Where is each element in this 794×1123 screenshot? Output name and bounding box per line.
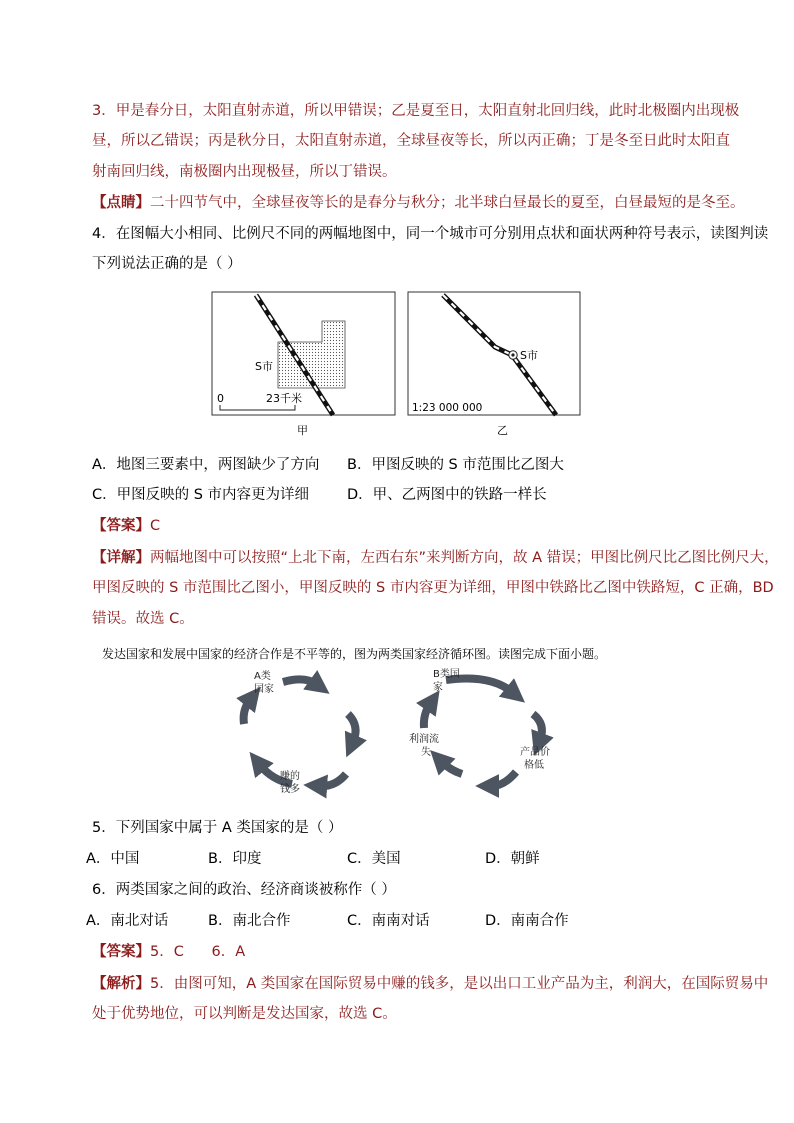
- q6-stem: 6．两类国家之间的政治、经济商谈被称作（ ）: [92, 882, 396, 898]
- cycle-a-label-bottom-2: 钱多: [280, 784, 300, 795]
- cycle-b-arrow-bottom-left: [442, 762, 462, 774]
- q56-analysis-tag: 【解析】: [92, 976, 150, 992]
- q4-maps-figure: [200, 285, 600, 440]
- map-yi-caption: 乙: [497, 424, 508, 437]
- q4-detail-line-3: 错误。故选 C。: [92, 611, 194, 627]
- map-yi-city-label: S市: [520, 349, 538, 362]
- dianjing-text: 二十四节气中，全球昼夜等长的是春分与秋分；北半球白昼最长的夏至，白昼最短的是冬至。: [150, 195, 745, 211]
- q6-option-c: C．南南对话: [347, 913, 430, 929]
- map-jia: [212, 292, 395, 437]
- cycle-a-label-top-1: A类: [254, 671, 271, 682]
- q4-detail-line-1: [92, 548, 779, 568]
- q4-answer-value: C: [150, 518, 161, 534]
- cycle-a-arrow-right: [348, 714, 356, 742]
- q56-analysis-text-1: 5．由图可知，A 类国家在国际贸易中赚的钱多，是以出口工业产品为主，利润大，在国际贸易中: [150, 976, 769, 992]
- q4-answer: [92, 516, 160, 536]
- map-jia-scale-text: 23千米: [266, 392, 302, 405]
- q4-option-c: C．甲图反映的 S 市内容更为详细: [92, 487, 310, 503]
- q4-option-b: B．甲图反映的 S 市范围比乙图大: [347, 457, 564, 473]
- cycle-intro-text: 发达国家和发展中国家的经济合作是不平等的，图为两类国家经济循环图。读图完成下面小题。: [102, 647, 607, 661]
- q4-option-a: A．地图三要素中，两图缺少了方向: [92, 457, 320, 473]
- q6-option-a: A．南北对话: [86, 913, 169, 929]
- q56-answer: [92, 942, 245, 962]
- cycle-b-label-top-2: 家: [433, 682, 443, 693]
- cycle-b-label-left-1: 利润流: [409, 734, 439, 745]
- cycle-b-label-right-1: 产品价: [520, 747, 550, 758]
- q4-detail-text-1: 两幅地图中可以按照“上北下南，左西右东”来判断方向，故 A 错误；甲图比例尺比乙图比例尺大，: [150, 550, 779, 566]
- q6-option-b: B．南北合作: [208, 913, 291, 929]
- economic-cycle-figure: [220, 662, 560, 802]
- q4-answer-tag: 【答案】: [92, 518, 150, 534]
- q4-option-d: D．甲、乙两图中的铁路一样长: [347, 487, 547, 503]
- cycle-a-arrow-left: [244, 700, 250, 724]
- q3-answer-line-3: 射南回归线，南极圈内出现极昼，所以丁错误。: [92, 164, 397, 180]
- cycle-a-label-bottom-1: 赚的: [280, 771, 300, 782]
- cycle-b-arrow-right: [533, 714, 542, 740]
- q4-detail-line-2: 甲图反映的 S 市范围比乙图小，甲图反映的 S 市内容更为详细，甲图中铁路比乙图中铁路短，C 正确，BD: [92, 580, 774, 596]
- cycle-a-label-top-2: 国家: [254, 684, 274, 695]
- q4-stem-line-2: 下列说法正确的是（ ）: [92, 256, 242, 272]
- q5-option-d: D．朝鲜: [485, 851, 540, 867]
- q5-option-b: B．印度: [208, 851, 262, 867]
- cycle-b-arrow-top: [446, 679, 512, 693]
- q56-answer-tag: 【答案】: [92, 944, 150, 960]
- cycle-b-label-left-2: 失: [421, 747, 431, 758]
- q3-answer-line-2: 昼，所以乙错误；丙是秋分日，太阳直射赤道，全球昼夜等长，所以丙正确；丁是冬至日此时太阳直: [92, 133, 730, 149]
- q56-answer-text: 5．C 6．A: [150, 944, 246, 960]
- cycle-b-arrow-bottom-right: [492, 772, 516, 786]
- map-yi: [408, 292, 580, 437]
- dianjing-paragraph: [92, 193, 745, 213]
- q4-detail-tag: 【详解】: [92, 550, 150, 566]
- q6-option-d: D．南南合作: [485, 913, 569, 929]
- q4-stem-line-1: 4．在图幅大小相同、比例尺不同的两幅地图中，同一个城市可分别用点状和面状两种符号表示，读图判读: [92, 226, 769, 242]
- q3-answer-line-1: 3．甲是春分日，太阳直射赤道，所以甲错误；乙是夏至日，太阳直射北回归线，此时北极圈内出现极: [92, 103, 740, 119]
- map-jia-scale-zero: 0: [217, 392, 224, 405]
- map-jia-city-label: S市: [255, 360, 273, 373]
- map-jia-caption: 甲: [297, 424, 308, 437]
- q56-analysis-line-1: [92, 974, 768, 994]
- map-yi-scale-text: 1:23 000 000: [412, 402, 483, 414]
- cycle-b-arrow-left: [424, 704, 430, 728]
- dianjing-tag: 【点睛】: [92, 195, 150, 211]
- q56-analysis-line-2: 处于优势地位，可以判断是发达国家，故选 C。: [92, 1006, 397, 1022]
- q5-stem: 5．下列国家中属于 A 类国家的是（ ）: [92, 820, 343, 836]
- cycle-b-label-top-1: B类国: [433, 669, 460, 680]
- q5-option-c: C．美国: [347, 851, 401, 867]
- cycle-a-arrow-top: [283, 679, 316, 684]
- cycle-b-label-right-2: 格低: [524, 760, 544, 771]
- q5-option-a: A．中国: [86, 851, 140, 867]
- cycle-a-arrow-bottom-right: [320, 774, 346, 786]
